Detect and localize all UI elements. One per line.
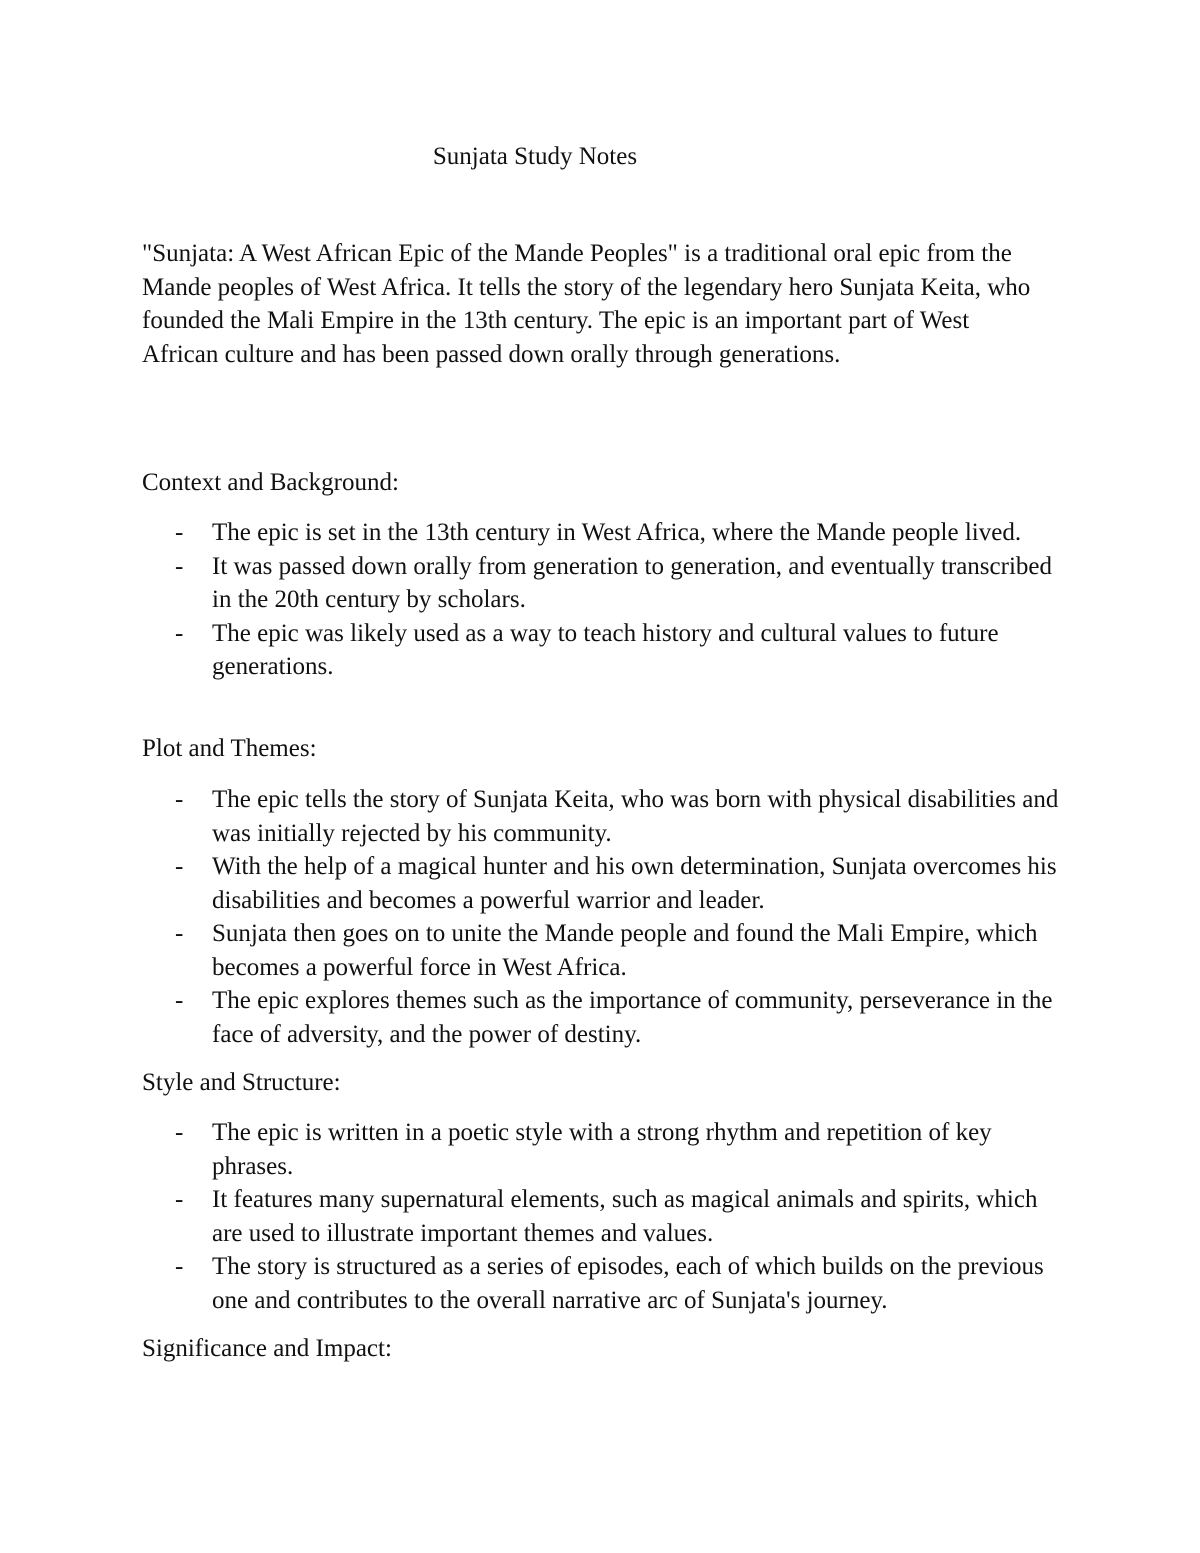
document-title: Sunjata Study Notes	[432, 143, 638, 170]
bullet-text: The epic was likely used as a way to teach history and cultural values to future generations.	[212, 619, 999, 680]
list-item	[142, 516, 1062, 550]
context-bullet-list	[142, 516, 1062, 684]
list-item	[142, 984, 1062, 1051]
bullet-dash: -	[175, 920, 184, 947]
list-item	[142, 917, 1062, 984]
list-item	[142, 783, 1062, 850]
bullet-text: The epic is set in the 13th century in West Africa, where the Mande people lived.	[212, 519, 1022, 546]
section-heading-context: Context and Background:	[142, 469, 399, 496]
section-heading-style: Style and Structure:	[142, 1069, 341, 1096]
bullet-dash: -	[175, 519, 184, 546]
bullet-text: Sunjata then goes on to unite the Mande people and found the Mali Empire, which becomes a powerful force in West Africa.	[212, 920, 1038, 981]
list-item	[142, 1183, 1062, 1250]
bullet-dash: -	[175, 987, 184, 1014]
bullet-dash: -	[175, 853, 184, 880]
list-item	[142, 1250, 1062, 1317]
bullet-dash: -	[175, 1253, 184, 1280]
bullet-text: The epic explores themes such as the importance of community, perseverance in the face of adversity, and the power of destiny.	[212, 987, 1053, 1048]
bullet-text: The epic is written in a poetic style with a strong rhythm and repetition of key phrases.	[212, 1119, 992, 1180]
bullet-dash: -	[175, 1119, 184, 1146]
bullet-dash: -	[175, 1186, 184, 1213]
bullet-dash: -	[175, 552, 184, 580]
bullet-text: The story is structured as a series of episodes, each of which builds on the previous one and contributes to the overall narrative arc of Sunjata's journey.	[212, 1253, 1044, 1314]
plot-bullet-list	[142, 783, 1062, 1051]
list-item	[142, 550, 1062, 617]
bullet-text: With the help of a magical hunter and his own determination, Sunjata overcomes his disabilities and becomes a powerful warrior and leader.	[212, 853, 1057, 914]
bullet-dash: -	[175, 619, 184, 647]
style-bullet-list	[142, 1116, 1062, 1317]
bullet-dash: -	[175, 786, 184, 813]
bullet-text: The epic tells the story of Sunjata Keita, who was born with physical disabilities and was initially rejected by his community.	[212, 786, 1059, 847]
section-heading-significance: Significance and Impact:	[142, 1335, 392, 1362]
bullet-text: It features many supernatural elements, such as magical animals and spirits, which are used to illustrate important themes and values.	[212, 1186, 1038, 1247]
list-item	[142, 1116, 1062, 1183]
list-item	[142, 850, 1062, 917]
intro-paragraph: "Sunjata: A West African Epic of the Mande Peoples" is a traditional oral epic from the Mande peoples of West Africa. It tells the story of the legendary hero Sunjata Keita, who founded the Mali Empire in the 13th century. The epic is an important part of West African culture and has been passed down orally through generations.	[142, 240, 1031, 368]
bullet-text: It was passed down orally from generation to generation, and eventually transcribed in the 20th century by scholars.	[212, 552, 1053, 613]
section-heading-plot: Plot and Themes:	[142, 735, 317, 762]
list-item	[142, 617, 1062, 684]
